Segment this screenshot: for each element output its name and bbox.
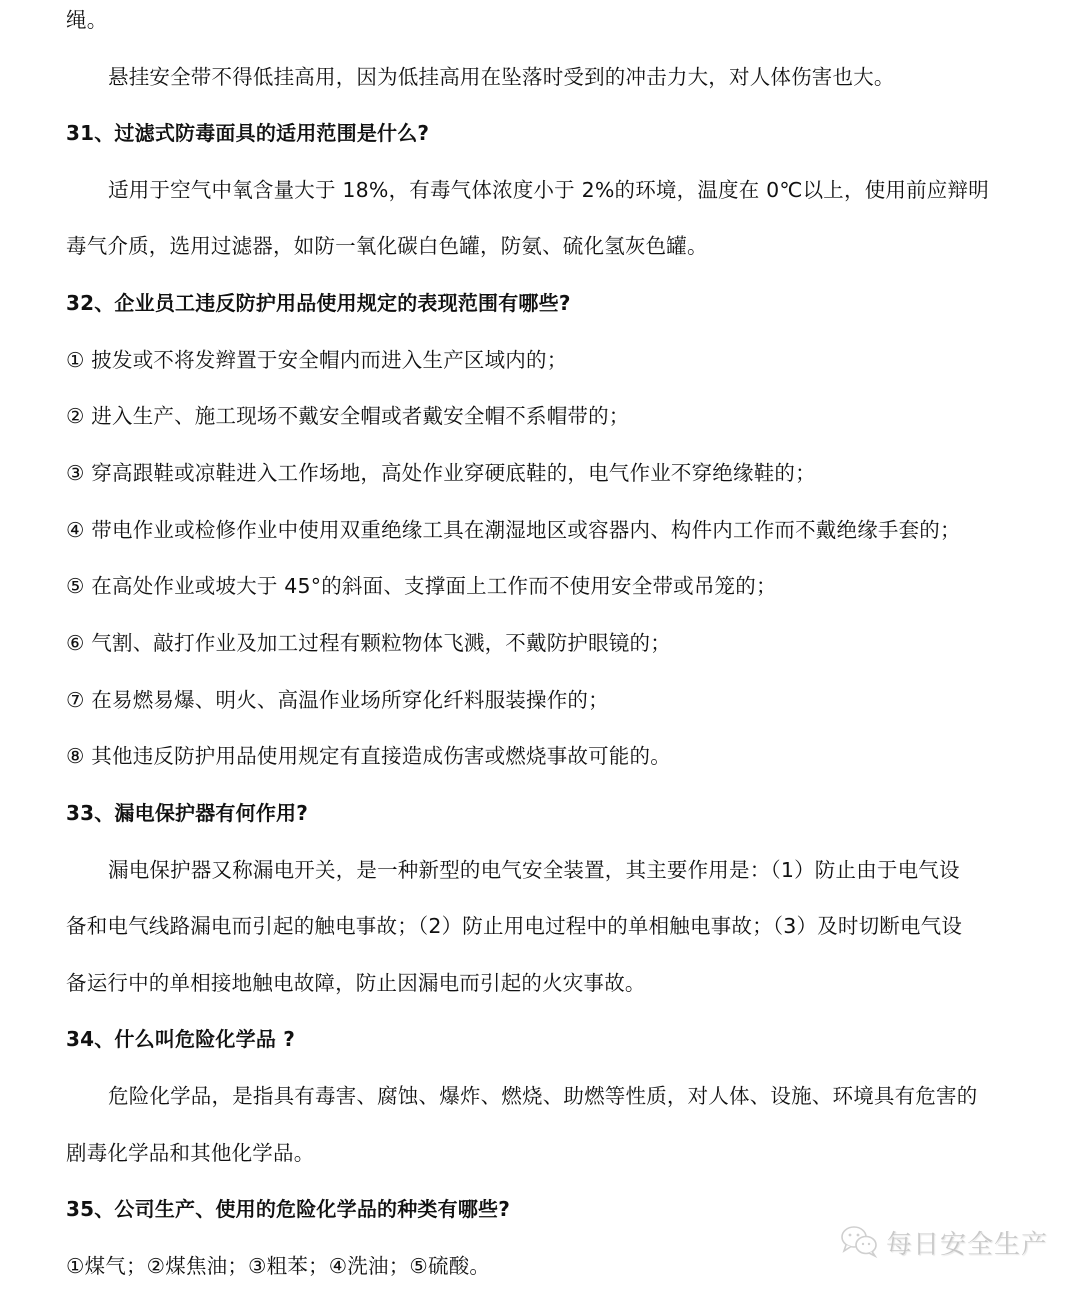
wechat-icon [840,1225,880,1259]
answer-paragraph-33-cont: 备运行中的单相接地触电故障，防止因漏电而引起的火灾事故。 [66,971,646,995]
answer-paragraph-31: 适用于空气中氧含量大于 18%，有毒气体浓度小于 2%的环境，温度在 0℃以上，使用前应辩明 [108,178,989,202]
list-item: ⑤ 在高处作业或坡大于 45°的斜面、支撑面上工作而不使用安全带或吊笼的； [66,574,777,598]
body-paragraph: 悬挂安全带不得低挂高用，因为低挂高用在坠落时受到的冲击力大，对人体伤害也大。 [108,65,895,89]
list-item: ⑥ 气割、敲打作业及加工过程有颗粒物体飞溅，不戴防护眼镜的； [66,631,671,655]
answer-paragraph-34-cont: 剧毒化学品和其他化学品。 [66,1141,315,1165]
list-item: ⑦ 在易燃易爆、明火、高温作业场所穿化纤料服装操作的； [66,688,609,712]
answer-paragraph-31-cont: 毒气介质，选用过滤器，如防一氧化碳白色罐，防氨、硫化氢灰色罐。 [66,234,708,258]
list-item: ④ 带电作业或检修作业中使用双重绝缘工具在潮湿地区或容器内、构件内工作而不戴绝缘手套的； [66,518,961,542]
question-heading-33: 33、漏电保护器有何作用? [66,801,309,825]
list-item: ③ 穿高跟鞋或凉鞋进入工作场地，高处作业穿硬底鞋的，电气作业不穿绝缘鞋的； [66,461,816,485]
watermark [840,1222,1048,1262]
answer-paragraph-35: ①煤气；②煤焦油；③粗苯；④洗油；⑤硫酸。 [66,1254,491,1278]
question-heading-31: 31、过滤式防毒面具的适用范围是什么? [66,121,430,145]
question-heading-32: 32、企业员工违反防护用品使用规定的表现范围有哪些? [66,291,571,315]
body-text: 绳。 [66,8,108,32]
answer-paragraph-33: 漏电保护器又称漏电开关，是一种新型的电气安全装置，其主要作用是：（1）防止由于电气设 [108,858,960,882]
answer-paragraph-34: 危险化学品，是指具有毒害、腐蚀、爆炸、燃烧、助燃等性质，对人体、设施、环境具有危害的 [108,1084,978,1108]
question-heading-35: 35、公司生产、使用的危险化学品的种类有哪些? [66,1197,511,1221]
watermark-label: 每日安全生产 [886,1229,1049,1260]
list-item: ⑧ 其他违反防护用品使用规定有直接造成伤害或燃烧事故可能的。 [66,744,671,768]
question-heading-34: 34、什么叫危险化学品 ? [66,1027,295,1051]
list-item: ② 进入生产、施工现场不戴安全帽或者戴安全帽不系帽带的； [66,404,630,428]
answer-paragraph-33-cont: 备和电气线路漏电而引起的触电事故；（2）防止用电过程中的单相触电事故；（3）及时切断电气设 [66,914,963,938]
list-item: ① 披发或不将发辫置于安全帽内而进入生产区域内的； [66,348,568,372]
